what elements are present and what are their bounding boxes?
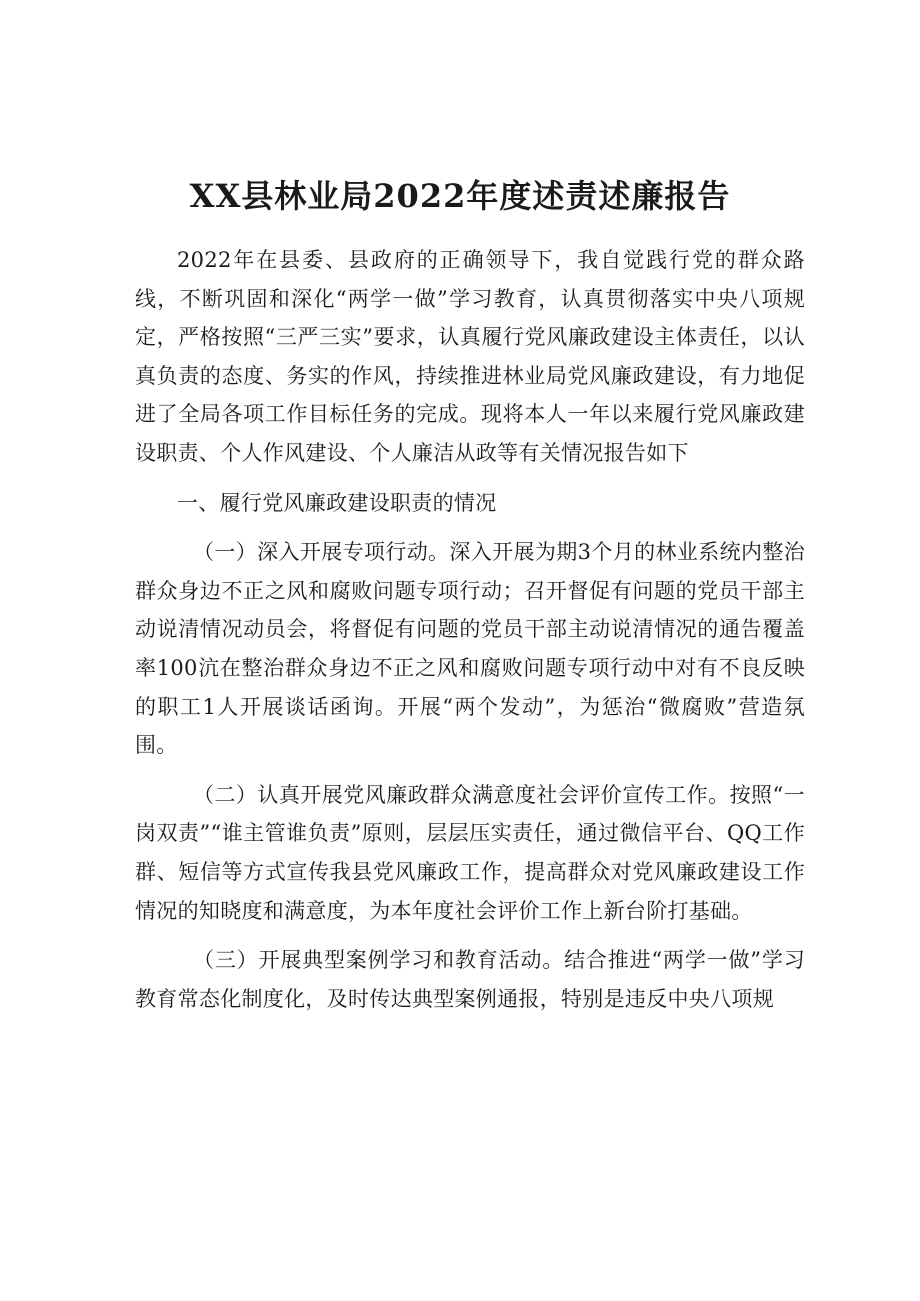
paragraph-spacer — [135, 765, 805, 776]
paragraph-spacer — [135, 522, 805, 533]
subsection-paragraph-3: （三）开展典型案例学习和教育活动。结合推进“两学一做”学习教育常态化制度化，及时传达典型案例通报，特别是违反中央八项规 — [135, 948, 805, 1011]
section-heading-1: 一、履行党风廉政建设职责的情况 — [177, 490, 497, 515]
subsection-paragraph-2: （二）认真开展党风廉政群众满意度社会评价宣传工作。按照“一岗双责”“谁主管谁负责”原则，层层压实责任，通过微信平台、QQ工作群、短信等方式宣传我县党风廉政工作，提高群众对党风廉政建设工作情况的知晓度和满意度，为本年度社会评价工作上新台阶打基础。 — [135, 782, 805, 923]
paragraph-spacer — [135, 930, 805, 941]
intro-paragraph: 2022年在县委、县政府的正确领导下，我自觉践行党的群众路线，不断巩固和深化“两学一做”学习教育，认真贯彻落实中央八项规定，严格按照“三严三实”要求，认真履行党风廉政建设主体责任，以认真负责的态度、务实的作风，持续推进林业局党风廉政建设，有力地促进了全局各项工作目标任务的完成。现将本人一年以来履行党风廉政建设职责、个人作风建设、个人廉洁从政等有关情况报告如下 — [135, 248, 805, 465]
document-title: XX县林业局2022年度述责述廉报告 — [189, 177, 731, 215]
paragraph-spacer — [135, 473, 805, 484]
subsection-paragraph-1: （一）深入开展专项行动。深入开展为期3个月的林业系统内整治群众身边不正之风和腐败问题专项行动；召开督促有问题的党员干部主动说清情况动员会，将督促有问题的党员干部主动说清情况的通告覆盖率100沆在整治群众身边不正之风和腐败问题专项行动中对有不良反映的职工1人开展谈话函询。开展“两个发动”，为惩治“微腐败”营造氛围。 — [135, 540, 805, 758]
document-body — [135, 241, 805, 1018]
